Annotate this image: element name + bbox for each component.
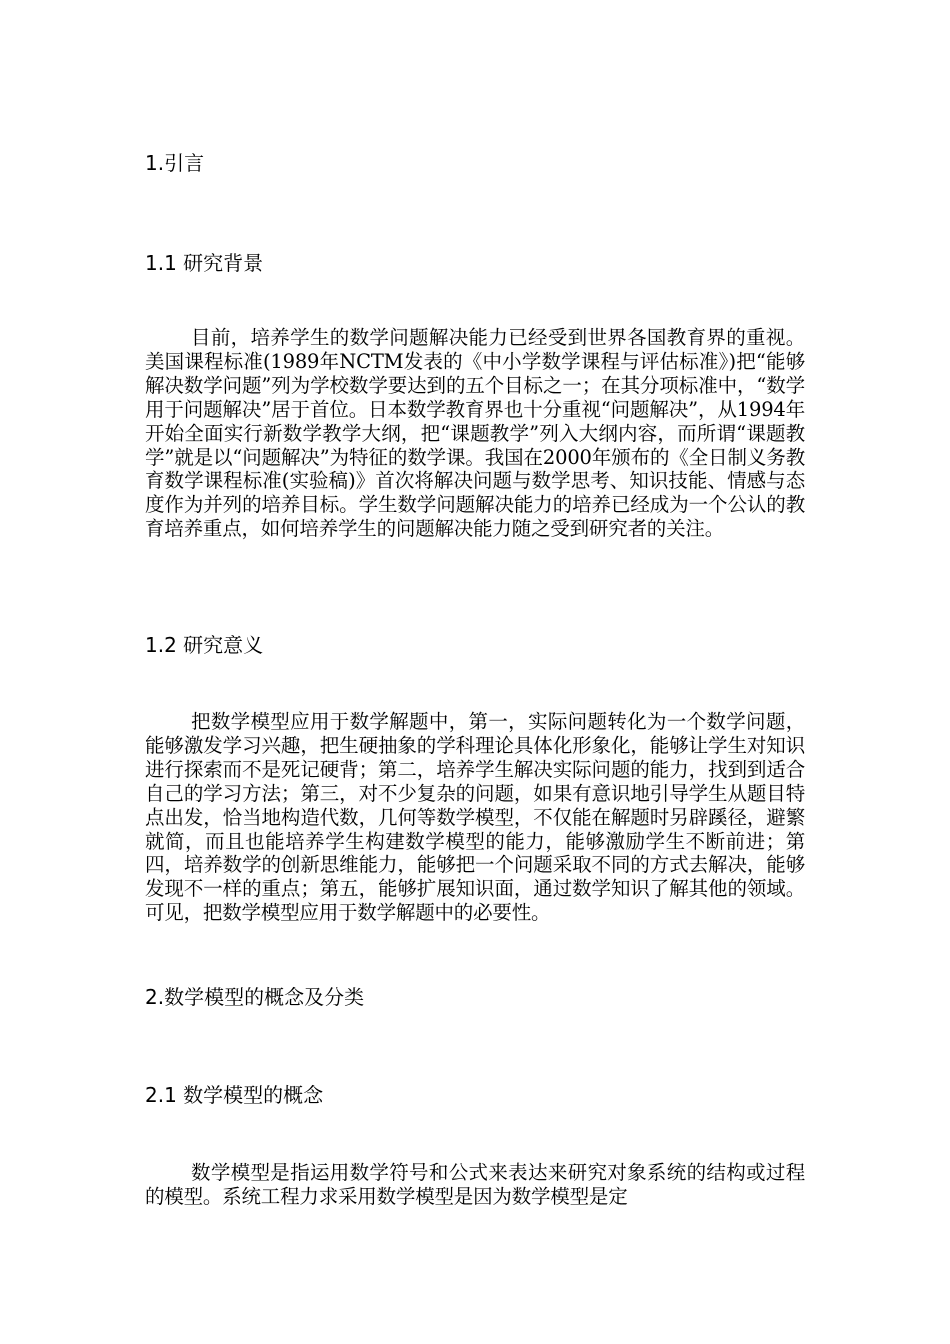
paragraph-significance: 把数学模型应用于数学解题中，第一，实际问题转化为一个数学问题，能够激发学习兴趣，把生硬抽象的学科理论具体化形象化，能够让学生对知识进行探索而不是死记硬背；第二，培养学生解决实际问题的能力，找到到适合自己的学习方法；第三，对不少复杂的问题，如果有意识地引导学生从题目特点出发，恰当地构造代数，几何等数学模型，不仅能在解题时另辟蹊径，避繁就简，而且也能培养学生构建数学模型的能力，能够激励学生不断前进；第四，培养数学的创新思维能力，能够把一个问题采取不同的方式去解决，能够发现不一样的重点；第五，能够扩展知识面，通过数学知识了解其他的领域。可见，把数学模型应用于数学解题中的必要性。 (145, 710, 805, 925)
section-heading-chapter2: 2.数学模型的概念及分类 (145, 985, 365, 1009)
paragraph-background: 目前，培养学生的数学问题解决能力已经受到世界各国教育界的重视。美国课程标准(1989年NCTM发表的《中小学数学课程与评估标准》)把“能够解决数学问题”列为学校数学要达到的五个目标之一；在其分项标准中，“数学用于问题解决”居于首位。日本数学教育界也十分重视“问题解决”，从1994年开始全面实行新数学教学大纲，把“课题教学”列入大纲内容，而所谓“课题教学”就是以“问题解决”为特征的数学课。我国在2000年颁布的《全日制义务教育数学课程标准(实验稿)》首次将解决问题与数学思考、知识技能、情感与态度作为并列的培养目标。学生数学问题解决能力的培养已经成为一个公认的教育培养重点，如何培养学生的问题解决能力随之受到研究者的关注。 (145, 326, 805, 541)
section-heading-intro: 1.引言 (145, 151, 205, 175)
paragraph-concept: 数学模型是指运用数学符号和公式来表达来研究对象系统的结构或过程的模型。系统工程力求采用数学模型是因为数学模型是定 (145, 1161, 805, 1208)
section-heading-significance: 1.2 研究意义 (145, 633, 264, 657)
section-heading-background: 1.1 研究背景 (145, 251, 264, 275)
section-heading-concept: 2.1 数学模型的概念 (145, 1083, 324, 1107)
